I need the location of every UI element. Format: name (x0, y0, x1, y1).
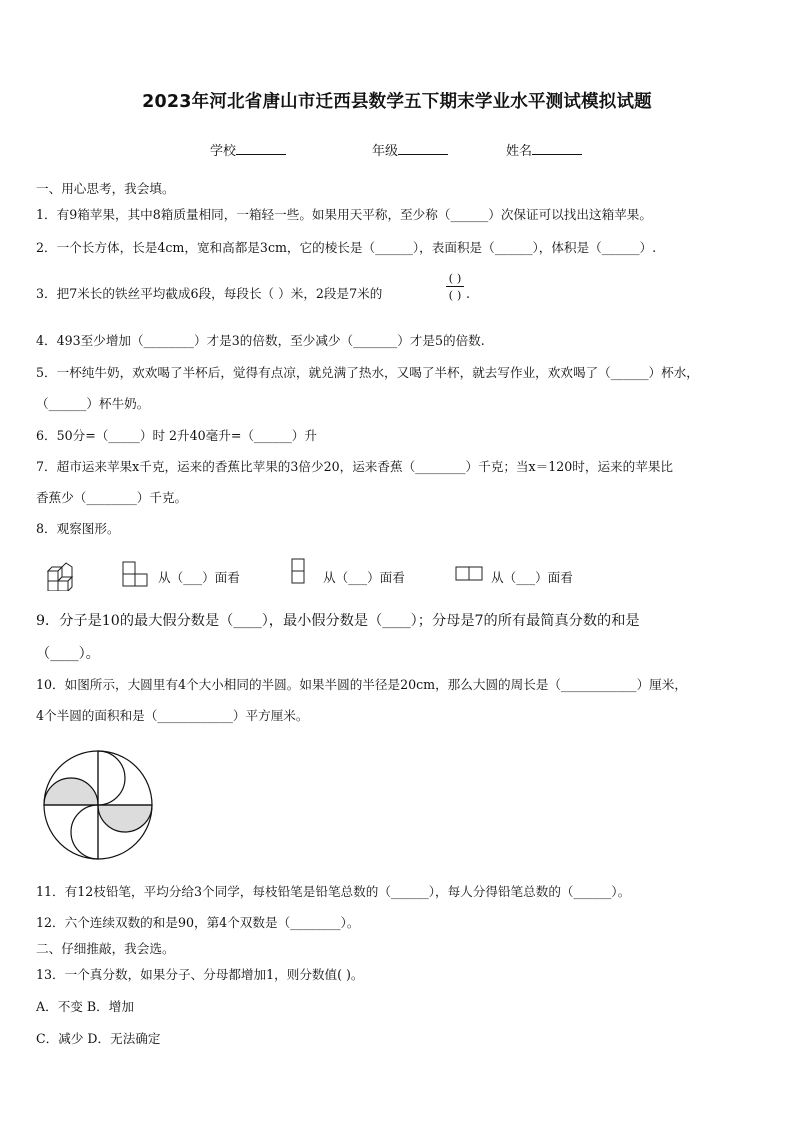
section-two-heading: 二、仔细推敲，我会选。 (36, 941, 175, 956)
question-10-line1: 10．如图所示，大圆里有4个大小相同的半圆。如果半圆的半径是20cm，那么大圆的周长是（____________）厘米， (36, 677, 687, 692)
question-1: 1．有9箱苹果，其中8箱质量相同，一箱轻一些。如果用天平称，至少称（______）次保证可以找出这箱苹果。 (36, 207, 652, 222)
question-9-line1: 9．分子是10的最大假分数是（____），最小假分数是（____）；分母是7的所有最简真分数的和是 (36, 613, 640, 629)
fraction-bar (446, 286, 464, 287)
view-shape-3 (455, 566, 483, 581)
name-blank (532, 142, 582, 155)
section-one-heading: 一、用心思考，我会填。 (36, 181, 175, 196)
question-2: 2．一个长方体，长是4cm，宽和高都是3cm，它的棱长是（______），表面积是（______），体积是（______）. (36, 240, 657, 255)
question-6: 6．50分=（_____）时 2升40毫升=（______）升 (36, 428, 317, 443)
question-13-options-cd: C．减少 D．无法确定 (36, 1031, 161, 1046)
question-4: 4．493至少增加（________）才是3的倍数，至少减少（_______）才是5的倍数. (36, 333, 485, 348)
fraction-denominator: ( ) (448, 288, 462, 302)
grade-blank (398, 142, 448, 155)
fraction-numerator: ( ) (448, 271, 462, 285)
question-12: 12．六个连续双数的和是90，第4个双数是（________）。 (36, 915, 360, 930)
question-7-line2: 香蕉少（________）千克。 (36, 490, 188, 505)
cube-solid-figure (44, 557, 80, 591)
view-label-3: 从（___）面看 (491, 570, 573, 585)
page-title: 2023年河北省唐山市迁西县数学五下期末学业水平测试模拟试题 (142, 92, 652, 112)
school-field (210, 140, 286, 159)
question-3 (36, 286, 382, 302)
view-label-2: 从（___）面看 (323, 570, 405, 585)
grade-field (372, 140, 448, 159)
question-3-end: . (466, 286, 471, 301)
question-13-options-ab: A．不变 B．增加 (36, 999, 134, 1014)
view-shape-1 (122, 561, 148, 587)
school-label: 学校 (210, 144, 237, 159)
view-label-1: 从（___）面看 (158, 570, 240, 585)
question-10-line2: 4个半圆的面积和是（____________）平方厘米。 (36, 708, 309, 723)
question-3-text: 3．把7米长的铁丝平均截成6段，每段长（ ）米，2段是7米的 (36, 286, 383, 301)
question-9-line2: （____）。 (36, 646, 100, 662)
question-3-fraction (446, 271, 464, 302)
question-8: 8．观察图形。 (36, 521, 120, 536)
question-13: 13．一个真分数，如果分子、分母都增加1，则分数值( )。 (36, 967, 364, 982)
school-blank (236, 142, 286, 155)
question-5-line1: 5．一杯纯牛奶，欢欢喝了半杯后，觉得有点凉，就兑满了热水，又喝了半杯，就去写作业，欢欢喝了（______）杯水， (36, 365, 699, 380)
question-7-line1: 7．超市运来苹果x千克，运来的香蕉比苹果的3倍少20，运来香蕉（________）千克；当x＝120时，运来的苹果比 (36, 459, 674, 474)
grade-label: 年级 (372, 144, 399, 159)
circle-semicircles-figure (40, 747, 160, 863)
question-5-line2: （______）杯牛奶。 (36, 396, 150, 411)
name-label: 姓名 (506, 144, 533, 159)
question-11: 11．有12枝铅笔，平均分给3个同学，每枝铅笔是铅笔总数的（______），每人分得铅笔总数的（______）。 (36, 884, 631, 899)
name-field (506, 140, 582, 159)
view-shape-2 (291, 558, 305, 584)
